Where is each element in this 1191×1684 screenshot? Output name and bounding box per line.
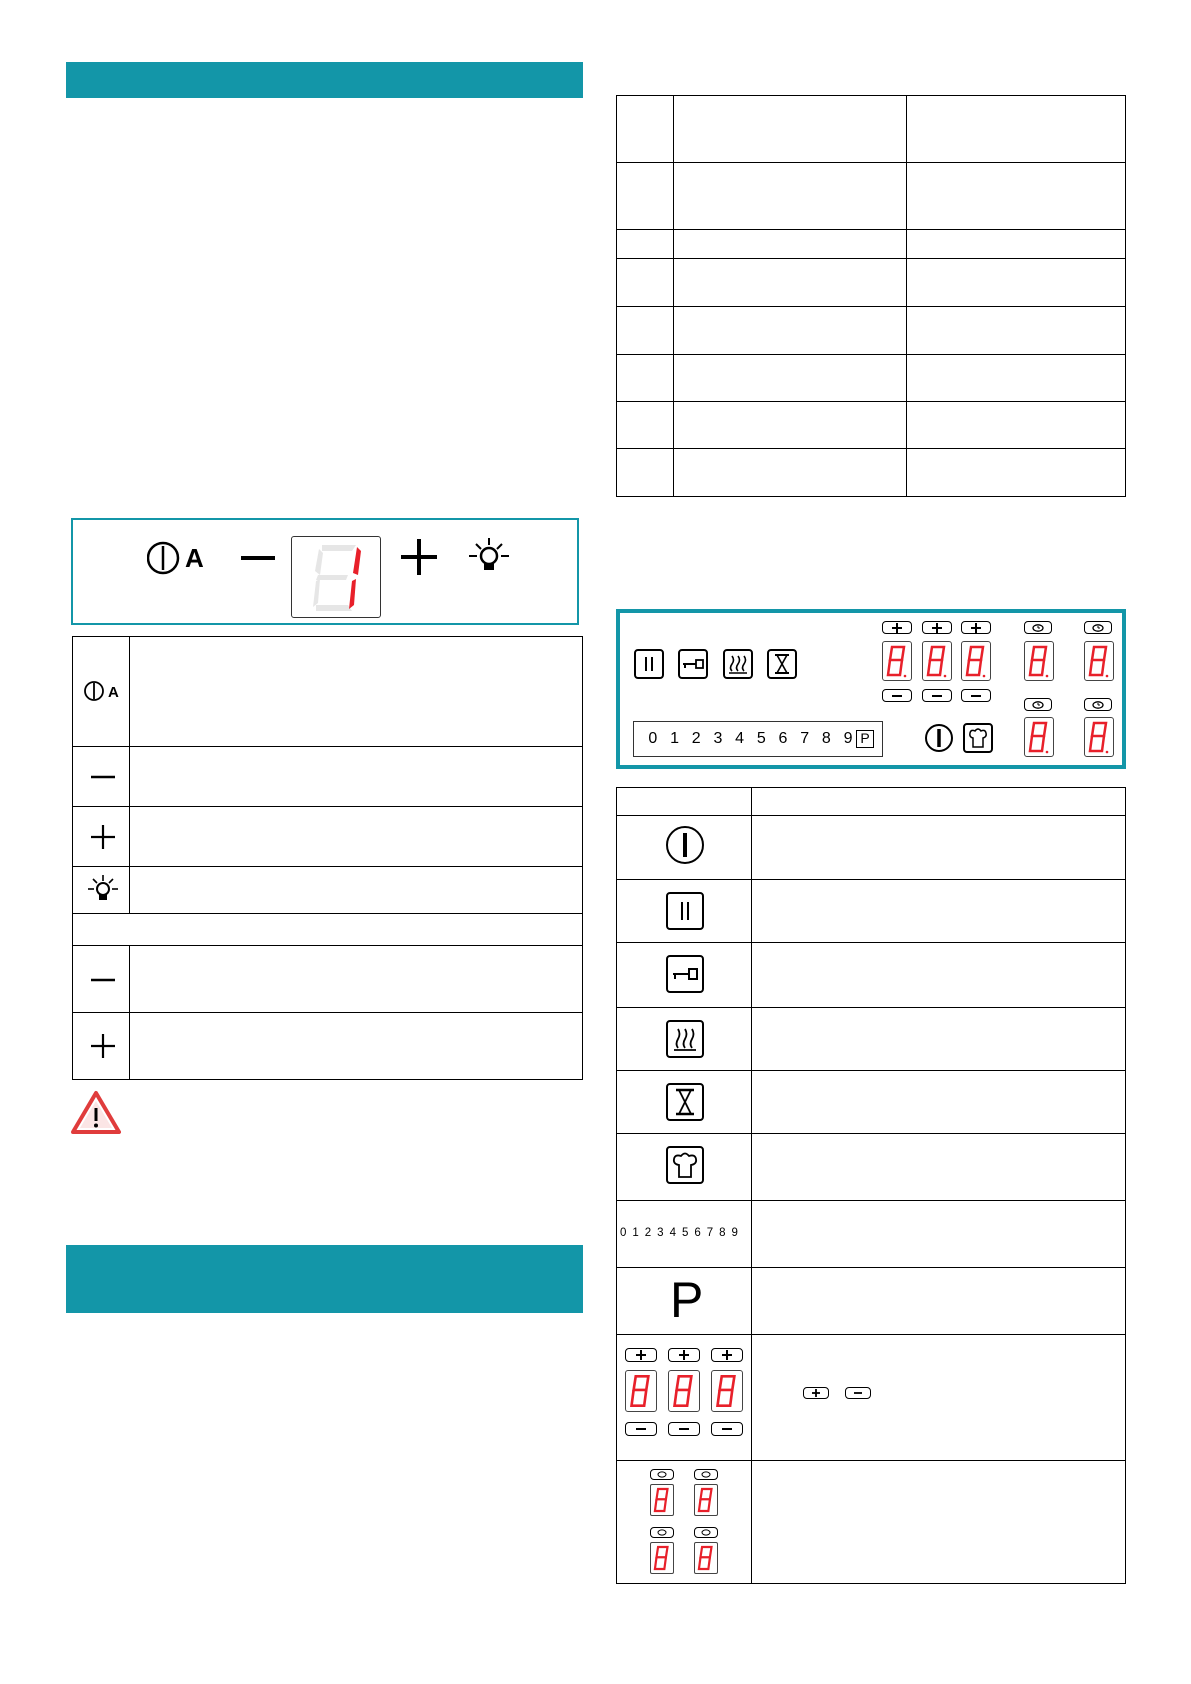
- table-cell: [673, 258, 907, 307]
- inline-minus-key: [845, 1387, 871, 1399]
- timer-2-key[interactable]: [1084, 621, 1112, 634]
- zone-2-plus[interactable]: [922, 621, 952, 634]
- hood-legend-desc-plus: [129, 806, 583, 867]
- timer-4-display: [1084, 717, 1114, 757]
- hood-legend-desc-light: [129, 866, 583, 914]
- power-icon: [665, 825, 705, 865]
- table-cell: [616, 258, 674, 307]
- plus-icon: [678, 1350, 690, 1360]
- timer-icon: [701, 1471, 711, 1478]
- zone-2-minus[interactable]: [922, 689, 952, 702]
- hourglass-icon: [666, 1083, 704, 1121]
- legend-timer-key-2: [694, 1469, 718, 1480]
- legend-zone-digit-1: [625, 1370, 657, 1412]
- pause-icon: [642, 656, 656, 672]
- zone-2-display: [922, 641, 952, 681]
- timer-1-display: [1024, 641, 1054, 681]
- table-cell: [616, 354, 674, 402]
- zone-1-display: [882, 641, 912, 681]
- legend-row-chef-desc: [751, 1133, 1126, 1201]
- plus-icon: [811, 1389, 821, 1397]
- level-1[interactable]: 1: [670, 730, 679, 747]
- timer-1-key[interactable]: [1024, 621, 1052, 634]
- table-cell: [616, 306, 674, 355]
- timer-3-display: [1024, 717, 1054, 757]
- table-cell: [673, 401, 907, 449]
- digit-8-segments: [962, 642, 990, 680]
- table-cell: [673, 229, 907, 259]
- level-4[interactable]: 4: [735, 730, 745, 747]
- hood-legend-desc-plus-2: [129, 1012, 583, 1080]
- timer-icon: [701, 1529, 711, 1536]
- timer-button[interactable]: [767, 649, 797, 679]
- table-cell: [906, 162, 1126, 230]
- table-cell: [616, 95, 674, 163]
- hood-control-panel: [71, 518, 579, 625]
- table-cell: [616, 229, 674, 259]
- key-lock-button[interactable]: [678, 649, 708, 679]
- minus-icon: [970, 694, 982, 698]
- zone-1-plus[interactable]: [882, 621, 912, 634]
- legend-header-icon: [616, 787, 752, 816]
- hourglass-icon: [774, 653, 790, 675]
- program-p-label: P: [670, 1272, 704, 1328]
- table-cell: [616, 162, 674, 230]
- plus-icon: [931, 623, 943, 633]
- timer-3-key[interactable]: [1024, 698, 1052, 711]
- table-cell: [673, 306, 907, 355]
- timer-icon: [657, 1529, 667, 1536]
- timer-icon: [1092, 624, 1104, 632]
- level-6[interactable]: 6: [778, 730, 788, 747]
- legend-row-levels-desc: [751, 1200, 1126, 1268]
- table-cell: [616, 401, 674, 449]
- key-lock-icon: [666, 955, 704, 993]
- digit-8-segments: [1025, 718, 1053, 756]
- table-cell: [673, 162, 907, 230]
- minus-icon: [91, 775, 115, 779]
- power-icon: [147, 540, 217, 576]
- level-5[interactable]: 5: [756, 730, 766, 747]
- hood-legend-desc-minus-2: [129, 945, 583, 1013]
- timer-4-key[interactable]: [1084, 698, 1112, 711]
- level-2[interactable]: 2: [691, 730, 701, 747]
- light-icon: [467, 536, 511, 576]
- plus-icon: [399, 537, 439, 577]
- chef-hat-icon: [968, 728, 988, 748]
- legend-row-heat-desc: [751, 1007, 1126, 1071]
- power-level-slider[interactable]: [633, 721, 883, 757]
- table-cell: [616, 448, 674, 497]
- minus-icon: [91, 978, 115, 982]
- speed-digit-segments: [292, 537, 380, 617]
- level-labels: [642, 730, 859, 748]
- plus-icon: [891, 623, 903, 633]
- legend-zone-minus-3: [711, 1422, 743, 1436]
- table-cell: [673, 448, 907, 497]
- hood-legend-desc-minus: [129, 746, 583, 807]
- table-cell: [906, 401, 1126, 449]
- minus-icon: [678, 1427, 690, 1431]
- legend-zone-digit-3: [711, 1370, 743, 1412]
- power-auto-icon: [84, 680, 124, 702]
- legend-row-p-desc: [751, 1267, 1126, 1335]
- legend-timer-key-4: [694, 1527, 718, 1538]
- table-cell: [906, 229, 1126, 259]
- minus-icon: [853, 1391, 863, 1395]
- hood-speed-display: [291, 536, 381, 618]
- chef-hat-icon: [666, 1146, 704, 1184]
- svg-text:A: A: [108, 684, 119, 701]
- program-p-key[interactable]: [856, 730, 874, 748]
- timer-icon: [1032, 701, 1044, 709]
- minus-icon: [635, 1427, 647, 1431]
- legend-row-timers-icon-cell: [616, 1460, 752, 1584]
- legend-row-lock-desc: [751, 942, 1126, 1008]
- timer-2-display: [1084, 641, 1114, 681]
- table-cell: [906, 95, 1126, 163]
- plus-icon: [721, 1350, 733, 1360]
- digit-8-segments: [1025, 642, 1053, 680]
- auto-label: A: [185, 543, 204, 573]
- plus-icon: [635, 1350, 647, 1360]
- legend-zone-digit-2: [668, 1370, 700, 1412]
- legend-row-timer-desc: [751, 1070, 1126, 1134]
- plus-icon: [970, 623, 982, 633]
- table-cell: [906, 306, 1126, 355]
- legend-timer-key-3: [650, 1527, 674, 1538]
- heat-icon: [666, 1020, 704, 1058]
- table-cell: [906, 258, 1126, 307]
- power-auto-button[interactable]: [147, 540, 217, 576]
- legend-timer-key-1: [650, 1469, 674, 1480]
- section-header-band-top: [66, 62, 583, 98]
- legend-row-power-desc: [751, 815, 1126, 880]
- hood-light-button[interactable]: [467, 536, 511, 576]
- minus-icon: [721, 1427, 733, 1431]
- zone-3-minus[interactable]: [961, 689, 991, 702]
- hob-power-button[interactable]: [924, 723, 954, 753]
- level-8[interactable]: 8: [821, 730, 831, 747]
- table-cell: [673, 95, 907, 163]
- timer-icon: [657, 1471, 667, 1478]
- chef-program-button[interactable]: [963, 723, 993, 753]
- hood-minus-button[interactable]: [239, 540, 279, 576]
- legend-timer-digit-2: [694, 1484, 718, 1516]
- hood-legend-section-row: [72, 913, 583, 946]
- levels-text: 0 1 2 3 4 5 6 7 8 9: [620, 1227, 740, 1239]
- inline-plus-key: [803, 1387, 829, 1399]
- legend-timer-digit-3: [650, 1542, 674, 1574]
- minus-icon: [239, 540, 279, 576]
- warning-triangle-icon: [71, 1090, 121, 1134]
- level-9[interactable]: 9: [843, 730, 853, 747]
- timer-icon: [1032, 624, 1044, 632]
- zone-3-display: [961, 641, 991, 681]
- legend-row-timers-desc: [751, 1460, 1126, 1584]
- digit-8-segments: [883, 642, 911, 680]
- table-cell: [906, 448, 1126, 497]
- level-0[interactable]: 0: [648, 730, 658, 747]
- legend-timer-digit-1: [650, 1484, 674, 1516]
- digit-8-segments: [1085, 718, 1113, 756]
- minus-icon: [931, 694, 943, 698]
- keep-warm-button[interactable]: [723, 649, 753, 679]
- digit-8-segments: [923, 642, 951, 680]
- zone-3-plus[interactable]: [961, 621, 991, 634]
- plus-icon: [91, 825, 115, 849]
- legend-zone-minus-2: [668, 1422, 700, 1436]
- table-cell: [673, 354, 907, 402]
- hob-control-panel: [616, 609, 1126, 769]
- section-header-band-bottom: [66, 1245, 583, 1313]
- legend-header-desc: [751, 787, 1126, 816]
- light-icon: [86, 874, 120, 906]
- legend-zone-plus-3: [711, 1348, 743, 1362]
- digit-8-segments: [1085, 642, 1113, 680]
- legend-zone-plus-2: [668, 1348, 700, 1362]
- pause-icon: [666, 892, 704, 930]
- zone-1-minus[interactable]: [882, 689, 912, 702]
- timer-icon: [1092, 701, 1104, 709]
- speed-digit-value: [292, 537, 293, 538]
- power-icon: [924, 723, 954, 753]
- level-3[interactable]: 3: [713, 730, 723, 747]
- table-cell: [906, 354, 1126, 402]
- legend-zone-plus-1: [625, 1348, 657, 1362]
- hood-legend-desc-power: [129, 636, 583, 747]
- key-lock-icon: [682, 659, 704, 669]
- legend-timer-digit-4: [694, 1542, 718, 1574]
- plus-icon: [91, 1034, 115, 1058]
- hood-plus-button[interactable]: [399, 537, 439, 577]
- program-label: P: [860, 730, 870, 746]
- legend-zone-minus-1: [625, 1422, 657, 1436]
- minus-icon: [891, 694, 903, 698]
- heat-icon: [728, 654, 748, 674]
- legend-row-pause-desc: [751, 879, 1126, 943]
- level-7[interactable]: 7: [800, 730, 810, 747]
- pause-button[interactable]: [634, 649, 664, 679]
